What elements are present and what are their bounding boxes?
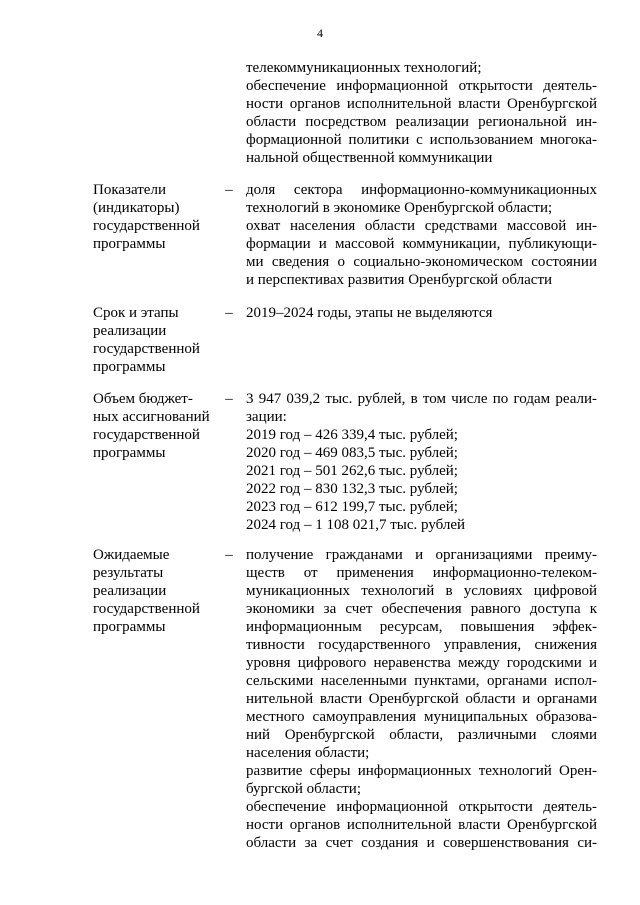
label-line: программы bbox=[93, 619, 166, 635]
text-line: информационным ресурсам, повышения эффек- bbox=[246, 619, 597, 635]
intro-line: формационной политики с использованием многока- bbox=[246, 132, 597, 148]
section-text-indicators bbox=[246, 181, 597, 289]
section-text-results bbox=[246, 546, 597, 852]
budget-year-line: 2023 год – 612 199,7 тыс. рублей; bbox=[246, 499, 458, 515]
section-dash: – bbox=[225, 305, 233, 321]
text-line: местного самоуправления муниципальных образова- bbox=[246, 709, 597, 725]
text-line: ности органов исполнительной власти Оренбургской bbox=[246, 817, 597, 833]
text-line: формации и массовой коммуникации, публикующи- bbox=[246, 236, 597, 252]
text-line: ний Оренбургской области, различными слоями bbox=[246, 727, 597, 743]
label-line: результаты bbox=[93, 565, 164, 581]
label-line: ных ассигнований bbox=[93, 409, 210, 425]
budget-year-line: 2024 год – 1 108 021,7 тыс. рублей bbox=[246, 517, 466, 533]
label-line: программы bbox=[93, 236, 166, 252]
label-line: реализации bbox=[93, 583, 167, 599]
text-line: получение гражданами и организациями преиму- bbox=[246, 547, 597, 563]
label-line: реализации bbox=[93, 323, 167, 339]
text-line: нительной власти Оренбургской области и органами bbox=[246, 691, 597, 707]
page-number: 4 bbox=[317, 26, 323, 40]
text-line: области за счет создания и совершенствования си- bbox=[246, 835, 597, 851]
label-line: Показатели bbox=[93, 182, 166, 198]
text-line: 3 947 039,2 тыс. рублей, в том числе по годам реали- bbox=[246, 391, 597, 407]
label-line: государственной bbox=[93, 427, 200, 443]
text-line: 2019–2024 годы, этапы не выделяются bbox=[246, 305, 493, 321]
section-text-term bbox=[246, 304, 597, 322]
label-line: программы bbox=[93, 445, 166, 461]
label-line: программы bbox=[93, 359, 166, 375]
text-line: тивности государственного управления, снижения bbox=[246, 637, 597, 653]
section-dash: – bbox=[225, 547, 233, 563]
budget-year-line: 2020 год – 469 083,5 тыс. рублей; bbox=[246, 445, 458, 461]
label-line: Срок и этапы bbox=[93, 305, 179, 321]
text-line: уровня цифрового неравенства между городскими и bbox=[246, 655, 597, 671]
label-line: государственной bbox=[93, 341, 200, 357]
text-line: зации: bbox=[246, 409, 287, 425]
text-line: сельскими населенными пунктами, органами испол- bbox=[246, 673, 597, 689]
intro-line: ности органов исполнительной власти Оренбургской bbox=[246, 96, 597, 112]
intro-line: нальной общественной коммуникации bbox=[246, 150, 493, 166]
text-line: обеспечение информационной открытости деятель- bbox=[246, 799, 597, 815]
section-label-term bbox=[93, 304, 221, 376]
budget-year-line: 2019 год – 426 339,4 тыс. рублей; bbox=[246, 427, 458, 443]
section-dash: – bbox=[225, 391, 233, 407]
text-line: ществ от применения информационно-телеком- bbox=[246, 565, 597, 581]
text-line: населения области; bbox=[246, 745, 370, 761]
text-line: экономики за счет обеспечения равного доступа к bbox=[246, 601, 597, 617]
section-label-indicators bbox=[93, 181, 221, 253]
budget-year-line: 2021 год – 501 262,6 тыс. рублей; bbox=[246, 463, 458, 479]
intro-line: телекоммуникационных технологий; bbox=[246, 60, 482, 76]
text-line: технологий в экономике Оренбургской области; bbox=[246, 200, 553, 216]
label-line: государственной bbox=[93, 218, 200, 234]
intro-line: обеспечение информационной открытости деятель- bbox=[246, 78, 597, 94]
text-line: муникационных технологий в условиях цифровой bbox=[246, 583, 597, 599]
text-line: и перспективах развития Оренбургской области bbox=[246, 272, 553, 288]
text-line: доля сектора информационно-коммуникационных bbox=[246, 182, 597, 198]
section-label-budget bbox=[93, 390, 221, 462]
label-line: государственной bbox=[93, 601, 200, 617]
section-text-budget bbox=[246, 390, 597, 534]
budget-year-line: 2022 год – 830 132,3 тыс. рублей; bbox=[246, 481, 458, 497]
label-line: Ожидаемые bbox=[93, 547, 170, 563]
text-line: развитие сферы информационных технологий Орен- bbox=[246, 763, 597, 779]
intro-text bbox=[246, 59, 597, 167]
text-line: бургской области; bbox=[246, 781, 361, 797]
intro-line: области посредством реализации региональной ин- bbox=[246, 114, 597, 130]
text-line: охват населения области средствами массовой ин- bbox=[246, 218, 597, 234]
text-line: ми сведения о социально-экономическом состоянии bbox=[246, 254, 597, 270]
label-line: Объем бюджет- bbox=[93, 391, 193, 407]
section-label-results bbox=[93, 546, 221, 636]
label-line: (индикаторы) bbox=[93, 200, 180, 216]
section-dash: – bbox=[225, 182, 233, 198]
